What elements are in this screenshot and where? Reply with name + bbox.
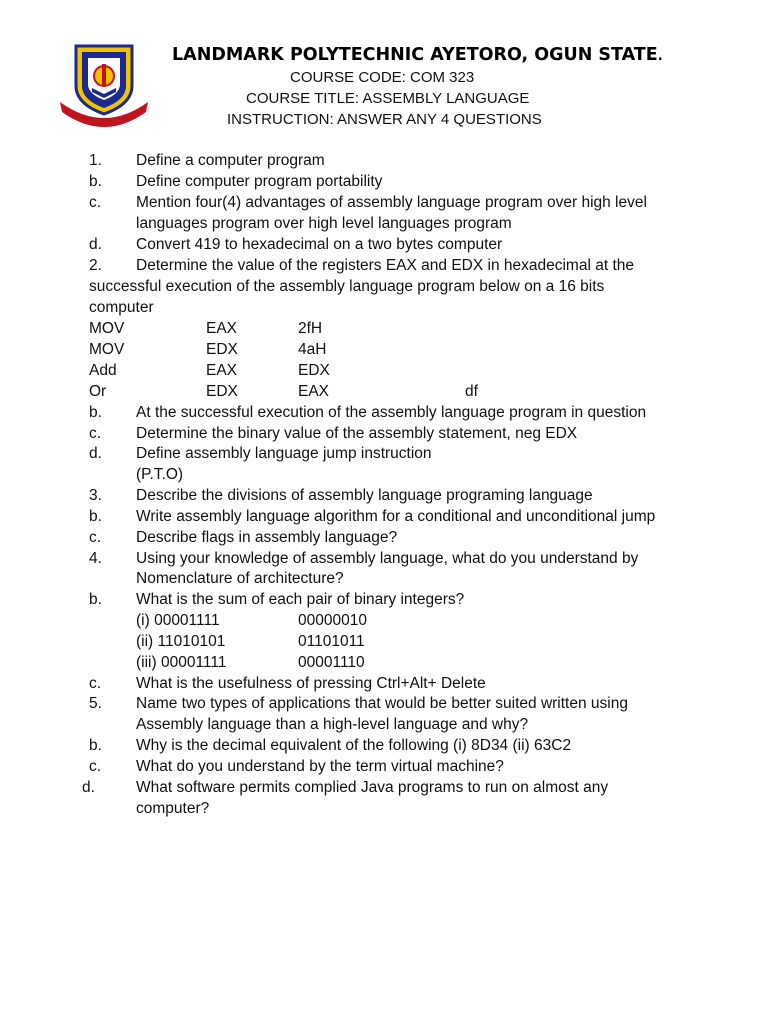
question-number: c. — [89, 758, 102, 775]
pto-label: (P.T.O) — [136, 466, 184, 483]
question-text: successful execution of the assembly language program below on a 16 bits — [89, 278, 605, 295]
question-text: Describe the divisions of assembly language programing language — [136, 487, 593, 504]
question-number: b. — [89, 404, 102, 421]
exam-instruction: INSTRUCTION: ANSWER ANY 4 QUESTIONS — [227, 111, 542, 128]
question-text: Write assembly language algorithm for a conditional and unconditional jump — [136, 508, 656, 525]
question-text: Why is the decimal equivalent of the following (i) 8D34 (ii) 63C2 — [136, 737, 572, 754]
question-text: What is the sum of each pair of binary integers? — [136, 591, 465, 608]
question-number: 4. — [89, 550, 102, 567]
asm-operand: 2fH — [298, 320, 323, 337]
question-text: Using your knowledge of assembly language, what do you understand by — [136, 550, 639, 567]
question-text: Define assembly language jump instruction — [136, 445, 432, 462]
asm-operand: EAX — [206, 320, 238, 337]
question-text: Determine the binary value of the assembly statement, neg EDX — [136, 425, 578, 442]
question-text: Define computer program portability — [136, 173, 383, 190]
school-name: LANDMARK POLYTECHNIC AYETORO, OGUN STATE. — [172, 45, 663, 65]
question-number: b. — [89, 591, 102, 608]
question-number: b. — [89, 737, 102, 754]
question-text: Assembly language than a high-level language and why? — [136, 716, 529, 733]
course-code: COURSE CODE: COM 323 — [290, 69, 475, 86]
asm-operand: 4aH — [298, 341, 327, 358]
asm-operand: EDX — [206, 341, 238, 358]
polytechnic-crest-icon — [56, 42, 152, 128]
question-text: What do you understand by the term virtual machine? — [136, 758, 504, 775]
asm-operand: EAX — [206, 362, 238, 379]
question-number: c. — [89, 675, 102, 692]
question-text: Determine the value of the registers EAX and EDX in hexadecimal at the — [136, 257, 634, 274]
asm-operand: EDX — [206, 383, 238, 400]
question-number: c. — [89, 194, 102, 211]
question-number: c. — [89, 425, 102, 442]
question-text: What is the usefulness of pressing Ctrl+Alt+ Delete — [136, 675, 486, 692]
question-number: 3. — [89, 487, 102, 504]
question-text: Nomenclature of architecture? — [136, 570, 344, 587]
asm-opcode: Or — [89, 383, 107, 400]
question-text: What software permits complied Java programs to run on almost any — [136, 779, 609, 796]
question-number: 5. — [89, 695, 102, 712]
question-text: Describe flags in assembly language? — [136, 529, 398, 546]
asm-opcode: Add — [89, 362, 117, 379]
binary-operand: (iii) 00001111 — [136, 654, 227, 671]
asm-opcode: MOV — [89, 320, 125, 337]
question-number: d. — [82, 779, 95, 796]
question-number: c. — [89, 529, 102, 546]
binary-operand: 01101011 — [298, 633, 365, 650]
question-number: b. — [89, 508, 102, 525]
question-number: d. — [89, 445, 102, 462]
question-text: computer? — [136, 800, 210, 817]
binary-operand: (ii) 11010101 — [136, 633, 226, 650]
asm-operand: EDX — [298, 362, 330, 379]
question-text: Mention four(4) advantages of assembly language program over high level — [136, 194, 647, 211]
question-number: 1. — [89, 152, 102, 169]
question-number: b. — [89, 173, 102, 190]
asm-operand: EAX — [298, 383, 330, 400]
question-number: d. — [89, 236, 102, 253]
question-text: computer — [89, 299, 154, 316]
question-text: Name two types of applications that would be better suited written using — [136, 695, 628, 712]
question-text: languages program over high level languages program — [136, 215, 512, 232]
question-text: Define a computer program — [136, 152, 325, 169]
binary-operand: 00001110 — [298, 654, 365, 671]
question-text: Convert 419 to hexadecimal on a two bytes computer — [136, 236, 503, 253]
asm-opcode: MOV — [89, 341, 125, 358]
question-text: At the successful execution of the assembly language program in question — [136, 404, 647, 421]
course-title: COURSE TITLE: ASSEMBLY LANGUAGE — [246, 90, 530, 107]
asm-operand: df — [465, 383, 478, 400]
binary-operand: (i) 00001111 — [136, 612, 220, 629]
binary-operand: 00000010 — [298, 612, 367, 629]
question-number: 2. — [89, 257, 102, 274]
